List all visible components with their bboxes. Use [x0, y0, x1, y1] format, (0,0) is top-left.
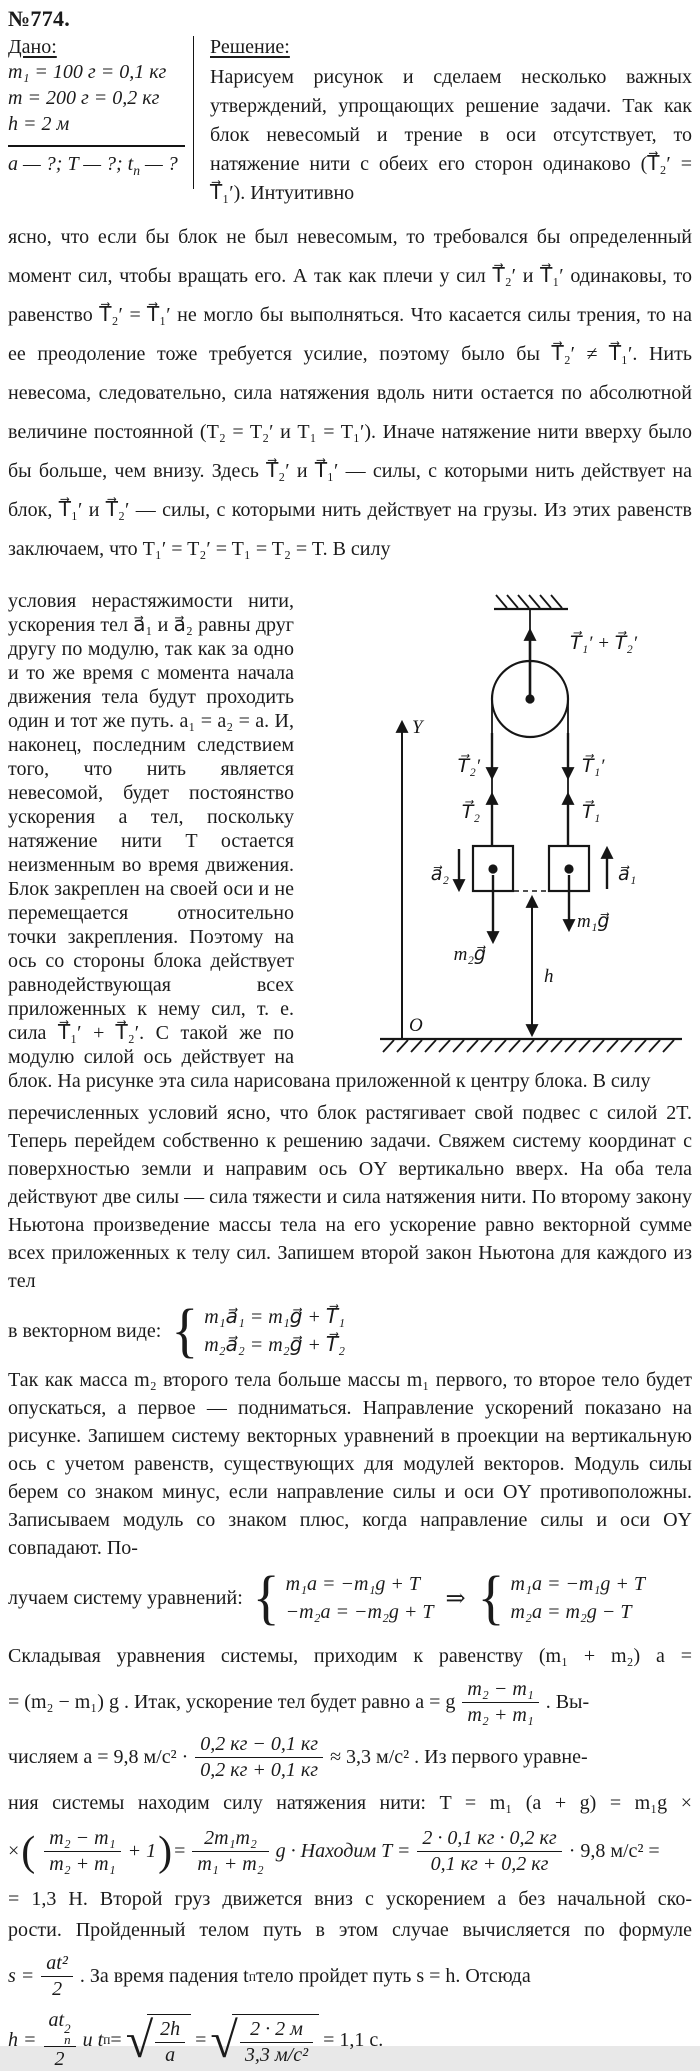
tension-t2-label: T⃗₂ — [461, 802, 480, 823]
fraction-numerator: 2m₁m₂ — [192, 1827, 268, 1852]
origin-label: O — [409, 1015, 423, 1036]
line-tension-intro: ния системы находим силу натяжения нити: T = m₁ (a + g) = m₁g × — [8, 1792, 692, 1814]
fall-time-text-end: тело пройдет путь s = h. Отсюда — [256, 1965, 531, 1987]
equals-sign: = — [174, 1840, 186, 1862]
fraction-mass-ratio-2 — [44, 1827, 120, 1876]
system-brace: { — [171, 1297, 199, 1365]
line-acceleration-formula — [8, 1678, 692, 1727]
fraction-denominator: a — [165, 2043, 176, 2066]
fall-time-subscript: п — [248, 1968, 256, 1984]
implies-arrow: ⇒ — [445, 1586, 466, 1612]
vector-equation-2: m₂a⃗₂ = m₂g⃗ + T⃗₂ — [204, 1334, 346, 1356]
given-line-m1: m₁ = 100 г = 0,1 кг — [8, 61, 167, 83]
find-text: a — ?; T — ?; t — [8, 153, 134, 175]
fraction-numerator: 0,2 кг − 0,1 кг — [195, 1733, 323, 1758]
radical-sign: √ — [125, 2011, 154, 2068]
projection-left-eq2: −m₂a = −m₂g + T — [285, 1601, 434, 1623]
times-sign: × — [8, 1840, 20, 1862]
given-divider — [8, 145, 185, 147]
pulley-diagram — [302, 589, 692, 1064]
numerator-base: at — [48, 2009, 65, 2031]
fraction-denominator: 0,1 кг + 0,2 кг — [430, 1853, 549, 1875]
sup-sub-stack — [64, 2023, 71, 2045]
fraction-denominator: m₁ + m₂ — [197, 1853, 264, 1875]
fraction-numerator: 2 · 2 м — [240, 2018, 313, 2043]
line-adding-equations: Складывая уравнения системы, приходим к равенству (m₁ + m₂) a = — [8, 1645, 692, 1667]
problem-number: №774. — [8, 6, 71, 31]
line-tension-formula — [8, 1827, 692, 1876]
given-solution-row — [8, 36, 692, 208]
fraction-denominator: m₂ + m₁ — [49, 1853, 116, 1875]
fraction-numerator — [44, 2009, 76, 2047]
fraction-mass-numeric — [195, 1733, 323, 1782]
solution-title: Решение: — [210, 36, 290, 58]
subscript-p: п — [64, 2032, 71, 2047]
projection-system-left — [286, 1572, 434, 1625]
fraction-numerator: at² — [41, 1952, 73, 1977]
h-equals: h = — [8, 2028, 37, 2051]
projection-right-eq1: m₁a = −m₁g + T — [510, 1573, 645, 1595]
plus-one: + 1 — [127, 1840, 157, 1862]
fraction-mass-ratio — [462, 1678, 538, 1727]
system-brace-left: { — [252, 1564, 280, 1632]
line-final-answer — [8, 2009, 692, 2071]
figure-text-wrap — [8, 589, 692, 1093]
fraction-two-m1m2 — [192, 1827, 268, 1876]
vector-equations-row — [8, 1297, 692, 1365]
tension-mid-text: g · Находим T = — [275, 1840, 411, 1862]
fraction-numerator: 2 · 0,1 кг · 0,2 кг — [417, 1827, 561, 1852]
tension-t2-prime-label: T⃗₂′ — [457, 756, 480, 777]
tension-t1-prime-label: T⃗₁′ — [582, 756, 605, 777]
fraction-numerator: m₂ − m₁ — [44, 1827, 120, 1852]
vector-equation-system — [204, 1305, 345, 1358]
paragraph-coordinate-system: перечисленных условий ясно, что блок растягивает свой подвес с силой 2T. Теперь перейдем собственно к решению задачи. Свяжем систему координат с поверхностью земли и направим ось OY вертикально вверх. На оба тела действуют две силы — сила тяжести и сила натяжения нити. По второму закону Ньютона произведение массы тела на его ускорение равно векторной сумме всех приложенных к телу сил. Запишем второй закон Ньютона для каждого из тел — [8, 1102, 692, 1292]
line-path-formula-intro: рости. Пройденный телом путь в этом случае вычисляется по формуле — [8, 1919, 692, 1941]
sqrt-numeric — [210, 2011, 319, 2068]
solution-intro-column — [194, 36, 692, 208]
paragraph-beside-figure: условия нерастяжимости нити, ускорения тел a⃗₁ и a⃗₂ равны друг другу по модулю, так как за одно и то же время с момента начала движения тела будут проходить один и тот же путь. a₁ = a₂ = a. И, наконец, последним следствием того, что нить является невесомой, будет постоянство ускорения a тел, поскольку натяжение нити T остается неизменным во время движения. Блок закреплен на своей оси и не перемещается относительно точки закрепления. Поэтому на ось со стороны блока действует равнодействующая всех приложенных к нему сил, т. е. сила T⃗₁′ + T⃗₂′. С такой же по модулю силой ось действует на блок. На рисунке эта сила нарисована приложенной к центру блока. В силу — [8, 590, 651, 1092]
given-line-m: m = 200 г = 0,2 кг — [8, 87, 160, 109]
pulley-axle-dot — [525, 694, 534, 703]
vector-equations-label: в векторном виде: — [8, 1320, 162, 1342]
fraction-denominator: 2 — [52, 1978, 63, 2000]
tension-end-text: · 9,8 м/с² = — [568, 1840, 660, 1862]
paragraph-directions: Так как масса m₂ второго тела больше массы m₁ первого, то второе тело будет опускаться, а первое — подниматься. Направление ускорений показано на рисунке. Запишем систему векторных уравнений в проекции на вертикальную ось с учетом равенств, существующих для модулей векторов. Модуль силы берем со знаком минус, если направление силы и оси OY противоположны. Записываем модуль со знаком плюс, когда направление силы и оси OY совпадают. По- — [8, 1369, 692, 1559]
sqrt-2h-over-a — [125, 2011, 191, 2068]
fraction-atp2-over-2 — [44, 2009, 76, 2071]
height-label: h — [544, 966, 554, 987]
paragraph-pulley-arguments: ясно, что если бы блок не был невесомым, то требовался бы определенный момент сил, чтобы вращать его. А так как плечи у сил T⃗₂′ и T⃗₁′ одинаковы, то равенство T⃗₂′ = T⃗₁′ не могло бы выполняться. Что касается силы трения, то на ее преодоление тоже требуется усилие, поэтому было бы T⃗₂′ ≠ T⃗₁′. Нить невесома, следовательно, сила натяжения вдоль нити остается по абсолютной величине постоянной (T₂ = T₂′ и T₁ = T₁′). Иначе натяжение нити вверху было бы больше, чем внизу. Здесь T⃗₂′ и T⃗₁′ — силы, с которыми нить действует на блок, T⃗₁′ и T⃗₂′ — силы, с которыми нить действует на грузы. Из этих равенств заключаем, что T₁′ = T₂′ = T₁ = T₂ = T. В силу — [8, 226, 692, 560]
projection-system-row — [8, 1564, 692, 1632]
given-title: Дано: — [8, 36, 57, 58]
fraction-denominator: 2 — [54, 2048, 65, 2070]
pulley-force-label: T⃗₁′ + T⃗₂′ — [570, 633, 638, 654]
accel-left-label: a⃗₂ — [430, 864, 449, 885]
equals-2: = — [195, 2028, 207, 2051]
find-subscript: п — [133, 163, 141, 178]
line-acceleration-numeric — [8, 1733, 692, 1782]
mass-right-dot — [564, 864, 573, 873]
open-paren: ( — [21, 1828, 36, 1875]
accel-right-label: a⃗₁ — [618, 864, 637, 885]
fraction-tension-numeric — [417, 1827, 561, 1876]
fraction-at2-over-2 — [41, 1952, 73, 2001]
ground-hatch-icon — [380, 1039, 682, 1052]
fall-time-text: . За время падения t — [79, 1965, 249, 1987]
system-brace-right: { — [477, 1564, 505, 1632]
fraction-denominator: m₂ + m₁ — [467, 1704, 534, 1726]
acceleration-text: = (m₂ − m₁) g . Итак, ускорение тел будет равно a = g — [8, 1691, 456, 1713]
radicand — [232, 2014, 319, 2067]
line-path-formula — [8, 1952, 692, 2001]
ceiling-hatch-icon — [494, 595, 568, 609]
s-equals: s = — [8, 1965, 35, 1987]
projection-system-right — [511, 1572, 645, 1625]
numeric-text-end: ≈ 3,3 м/с² . Из первого уравне- — [330, 1746, 588, 1768]
given-find — [8, 153, 185, 179]
final-computation-block — [8, 1641, 692, 2071]
fraction-numerator: m₂ − m₁ — [462, 1678, 538, 1703]
numeric-text: числяем a = 9,8 м/с² · — [8, 1746, 189, 1768]
acceleration-text-end: . Вы- — [545, 1691, 590, 1713]
close-paren: ) — [158, 1828, 173, 1875]
equals: = — [110, 2028, 122, 2051]
find-text-end: — ? — [140, 153, 178, 175]
fraction-numeric-sqrt — [240, 2018, 313, 2067]
projection-system-label: лучаем систему уравнений: — [8, 1587, 243, 1609]
radicand — [147, 2014, 191, 2067]
fraction-denominator: 0,2 кг + 0,1 кг — [200, 1759, 319, 1781]
fraction-denominator: 3,3 м/с² — [244, 2043, 309, 2066]
projection-left-eq1: m₁a = −m₁g + T — [285, 1573, 421, 1595]
fraction-2h-over-a — [155, 2018, 185, 2067]
given-section — [8, 36, 194, 189]
given-line-h: h = 2 м — [8, 113, 70, 135]
tension-t1-label: T⃗₁ — [582, 802, 601, 823]
t-subscript: п — [103, 2032, 111, 2047]
vector-equation-1: m₁a⃗₁ = m₁g⃗ + T⃗₁ — [204, 1306, 346, 1328]
weight-left-label: m₂g⃗ — [453, 944, 486, 965]
fraction-numerator: 2h — [155, 2018, 185, 2043]
axis-label-y: Y — [412, 717, 423, 738]
radical-sign: √ — [210, 2011, 238, 2068]
mass-left-dot — [488, 864, 497, 873]
and-t: и t — [82, 2028, 104, 2051]
line-tension-result: = 1,3 Н. Второй груз движется вниз с ускорением a без начальной ско- — [8, 1888, 692, 1910]
projection-right-eq2: m₂a = m₂g − T — [510, 1601, 632, 1623]
weight-right-label: m₁g⃗ — [577, 911, 610, 932]
solution-intro-paragraph: Нарисуем рисунок и сделаем несколько важных утверждений, упрощающих решение задачи. Так как блок невесомый и трение в оси отсутствует, то натяжение нити с обеих его сторон одинаково (T⃗₂′ = T⃗₁′). Интуитивно — [210, 66, 692, 204]
final-result: = 1,1 с. — [323, 2028, 384, 2051]
superscript-2: 2 — [64, 2021, 71, 2036]
